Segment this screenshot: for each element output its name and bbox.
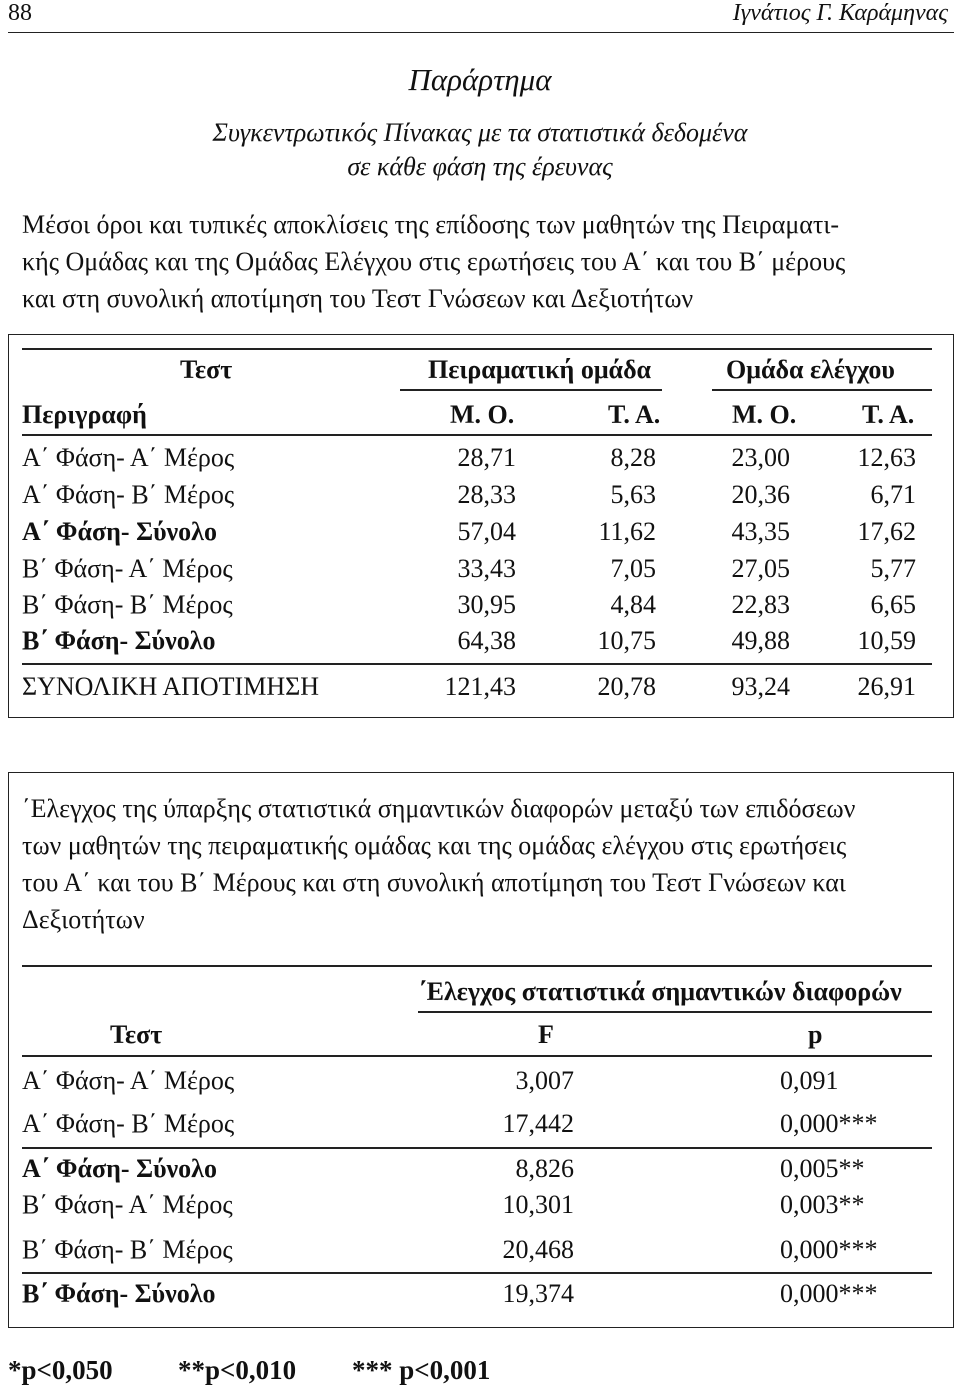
table1-cell: 28,33 <box>457 480 516 509</box>
table1-cell: 27,05 <box>731 554 790 583</box>
table1-header-control: Ομάδα ελέγχου <box>726 355 895 384</box>
table2-f-cell: 3,007 <box>515 1066 574 1095</box>
table1-cell: 33,43 <box>457 554 516 583</box>
section2-line: ΄Ελεγχος της ύπαρξης στατιστικά σημαντικών διαφορών μεταξύ των επιδόσεων <box>22 794 856 823</box>
table1-row-label: Α΄ Φάση- Σύνολο <box>22 517 217 546</box>
table2-group-header: ΄Ελεγχος στατιστικά σημαντικών διαφορών <box>418 977 902 1006</box>
table1-cell: 57,04 <box>457 517 516 546</box>
table1-cell: 93,24 <box>731 672 790 701</box>
table1-cell: 20,78 <box>597 672 656 701</box>
table1-col-sd-exp: Τ. Α. <box>608 400 661 429</box>
table1-cell: 30,95 <box>457 590 516 619</box>
table2-f-cell: 17,442 <box>502 1109 574 1138</box>
table1-top-rule <box>22 348 932 350</box>
table1-cell: 28,71 <box>457 443 516 472</box>
table2-col-f: F <box>538 1020 554 1049</box>
appendix-title: Παράρτημα <box>408 62 552 97</box>
table1-row-label: Α΄ Φάση- Β΄ Μέρος <box>22 480 235 509</box>
table1-row-label: ΣΥΝΟΛΙΚΗ ΑΠΟΤΙΜΗΣΗ <box>22 672 320 701</box>
table1-cell: 5,77 <box>870 554 916 583</box>
table1-row-label: Β΄ Φάση- Σύνολο <box>22 626 216 655</box>
section2-line: των μαθητών της πειραματικής ομάδας και της ομάδας ελέγχου στις ερωτήσεις <box>22 831 847 860</box>
table1-cell: 10,75 <box>597 626 656 655</box>
table1-header-experimental: Πειραματική ομάδα <box>428 355 652 384</box>
intro-line: κής Ομάδας και της Ομάδας Ελέγχου στις ερωτήσεις του Α΄ και του Β΄ μέρους <box>22 247 846 276</box>
table1-cell: 43,35 <box>731 517 790 546</box>
table2-p-cell: 0,003** <box>780 1190 865 1219</box>
table2-row-label: Α΄ Φάση- Α΄ Μέρος <box>22 1066 235 1095</box>
intro-line: Μέσοι όροι και τυπικές αποκλίσεις της επίδοσης των μαθητών της Πειραματι- <box>22 210 840 239</box>
table2-row-label: Α΄ Φάση- Σύνολο <box>22 1154 217 1183</box>
table2-f-cell: 19,374 <box>502 1279 574 1308</box>
table2-p-cell: 0,005** <box>780 1154 865 1183</box>
table1-cell: 10,59 <box>857 626 916 655</box>
table2-col-test: Τεστ <box>110 1020 163 1049</box>
table1-cell: 121,43 <box>444 672 516 701</box>
intro-line: και στη συνολική αποτίμηση του Τεστ Γνώσεων και Δεξιοτήτων <box>22 284 694 313</box>
table1-group-rule-exp <box>400 389 662 391</box>
subtitle-line-2: σε κάθε φάση της έρευνας <box>347 152 613 181</box>
table1-col-sd-ctrl: Τ. Α. <box>862 400 915 429</box>
table2-row-rule <box>22 1272 932 1274</box>
table2-top-rule <box>22 965 932 967</box>
table2-p-cell: 0,000*** <box>780 1235 878 1264</box>
footnote-p01: **p<0,010 <box>178 1355 297 1385</box>
table2-row-label: Β΄ Φάση- Α΄ Μέρος <box>22 1190 233 1219</box>
table1-col-mean-exp: Μ. Ο. <box>450 400 515 429</box>
table2-p-cell: 0,000*** <box>780 1109 878 1138</box>
table1-col-description: Περιγραφή <box>22 400 147 429</box>
page-number: 88 <box>8 0 32 26</box>
table2-row-label: Β΄ Φάση- Β΄ Μέρος <box>22 1235 233 1264</box>
table1-cell: 64,38 <box>457 626 516 655</box>
table2-f-cell: 20,468 <box>502 1235 574 1264</box>
table2-row-label: Α΄ Φάση- Β΄ Μέρος <box>22 1109 235 1138</box>
section2-paragraph <box>22 790 937 938</box>
table1-total-rule <box>22 663 932 665</box>
table1-row-label: Β΄ Φάση- Α΄ Μέρος <box>22 554 233 583</box>
table1-cell: 8,28 <box>610 443 656 472</box>
table1-cell: 4,84 <box>610 590 656 619</box>
running-header-author: Ιγνάτιος Γ. Καράμηνας <box>732 0 948 26</box>
table2-f-cell: 10,301 <box>502 1190 574 1219</box>
table1-cell: 23,00 <box>731 443 790 472</box>
table1-header-test: Τεστ <box>180 355 233 384</box>
table1-cell: 22,83 <box>731 590 790 619</box>
table1-header-rule <box>22 434 932 436</box>
intro-paragraph <box>22 206 937 317</box>
footnote-p05: *p<0,050 <box>8 1355 113 1385</box>
section2-line: Δεξιοτήτων <box>22 905 145 934</box>
header-rule <box>8 32 954 33</box>
section2-line: του Α΄ και του Β΄ Μέρους και στη συνολική αποτίμηση του Τεστ Γνώσεων και <box>22 868 846 897</box>
table1-row-label: Β΄ Φάση- Β΄ Μέρος <box>22 590 233 619</box>
table2-row-label: Β΄ Φάση- Σύνολο <box>22 1279 216 1308</box>
table2-p-cell: 0,000*** <box>780 1279 878 1308</box>
table1-cell: 12,63 <box>857 443 916 472</box>
table2-p-cell: 0,091 <box>780 1066 839 1095</box>
subtitle-line-1: Συγκεντρωτικός Πίνακας με τα στατιστικά δεδομένα <box>212 118 748 147</box>
table1-cell: 5,63 <box>610 480 656 509</box>
table1-cell: 49,88 <box>731 626 790 655</box>
table1-cell: 11,62 <box>598 517 656 546</box>
table2-col-p: p <box>808 1020 823 1049</box>
table1-cell: 17,62 <box>857 517 916 546</box>
footnote-p001: *** p<0,001 <box>352 1355 491 1385</box>
table1-cell: 20,36 <box>731 480 790 509</box>
table1-col-mean-ctrl: Μ. Ο. <box>732 400 797 429</box>
table2-group-rule <box>418 1011 932 1013</box>
table1-cell: 7,05 <box>610 554 656 583</box>
table1-cell: 6,71 <box>870 480 916 509</box>
table2-f-cell: 8,826 <box>515 1154 574 1183</box>
table1-row-label: Α΄ Φάση- Α΄ Μέρος <box>22 443 235 472</box>
table2-header-rule <box>22 1055 932 1057</box>
table1-cell: 6,65 <box>870 590 916 619</box>
table1-group-rule-ctrl <box>712 389 932 391</box>
table1-cell: 26,91 <box>857 672 916 701</box>
table2-row-rule <box>22 1147 932 1149</box>
